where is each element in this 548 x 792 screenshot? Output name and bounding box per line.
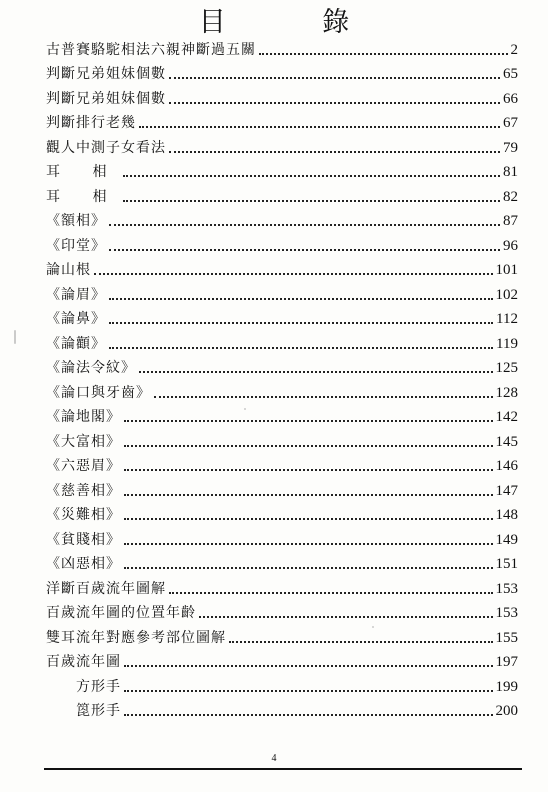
- toc-entry-page: 125: [495, 360, 518, 376]
- toc-entry-page: 67: [503, 115, 518, 131]
- toc-entry-title: 耳 相: [46, 188, 121, 205]
- toc-entry-page: 87: [503, 213, 518, 229]
- toc-entry: [46, 353, 518, 378]
- toc-entry: [46, 524, 518, 549]
- dot-leader: [109, 322, 493, 324]
- table-of-contents: [46, 34, 518, 720]
- toc-entry-page: 79: [503, 139, 518, 156]
- toc-entry-page: 200: [495, 703, 518, 719]
- page-number: 4: [271, 753, 277, 764]
- toc-entry-title: 《論鼻》: [46, 311, 106, 327]
- toc-entry-title: 《貧賤相》: [46, 531, 121, 548]
- dot-leader: [199, 616, 493, 618]
- toc-entry-page: 151: [495, 556, 518, 572]
- toc-entry-title: 箆形手: [76, 703, 121, 719]
- scan-speck: [244, 408, 246, 410]
- dot-leader: [259, 53, 508, 55]
- dot-leader: [109, 249, 500, 251]
- dot-leader: [109, 224, 500, 226]
- toc-entry: [46, 206, 518, 231]
- toc-entry: [46, 475, 518, 500]
- toc-entry: [46, 549, 518, 574]
- dot-leader: [124, 690, 493, 692]
- dot-leader: [169, 77, 500, 79]
- toc-entry-page: 148: [495, 507, 518, 523]
- toc-entry: [46, 647, 518, 672]
- dot-leader: [169, 592, 493, 594]
- toc-entry-page: 147: [495, 482, 518, 499]
- scan-speck: [14, 330, 16, 344]
- toc-entry-title: 判斷兄弟姐妹個數: [46, 66, 166, 82]
- toc-entry-title: 觀人中測子女看法: [46, 139, 166, 156]
- toc-entry: [46, 255, 518, 280]
- toc-entry: [46, 328, 518, 353]
- page-title: 目 錄: [198, 7, 394, 38]
- toc-entry: [46, 83, 518, 108]
- dot-leader: [124, 714, 493, 716]
- dot-leader: [124, 420, 493, 422]
- toc-entry-page: 145: [495, 433, 518, 450]
- toc-entry-page: 142: [495, 409, 518, 425]
- toc-entry: [46, 377, 518, 402]
- toc-entry-title: 《大富相》: [46, 433, 121, 450]
- toc-entry: [46, 59, 518, 84]
- dot-leader: [139, 126, 500, 128]
- toc-entry-page: 199: [495, 678, 518, 695]
- toc-entry-page: 82: [503, 188, 518, 205]
- toc-entry: [46, 132, 518, 157]
- toc-entry-title: 方形手: [76, 678, 121, 695]
- toc-entry-title: 《凶惡相》: [46, 556, 121, 572]
- toc-entry-page: 101: [495, 262, 518, 278]
- toc-entry-page: 65: [503, 66, 518, 82]
- footer-rule: [44, 768, 522, 770]
- toc-entry: [46, 34, 518, 59]
- dot-leader: [124, 469, 493, 471]
- toc-entry-title: 耳 相: [46, 164, 121, 180]
- dot-leader: [109, 347, 493, 349]
- toc-entry-title: 洋斷百歲流年圖解: [46, 580, 166, 597]
- toc-entry-title: 論山根: [46, 262, 91, 278]
- toc-entry-page: 96: [503, 237, 518, 254]
- toc-entry-page: 2: [510, 41, 518, 58]
- toc-entry: [46, 108, 518, 133]
- toc-entry-page: 66: [503, 90, 518, 107]
- dot-leader: [123, 200, 500, 202]
- toc-entry-title: 《論眉》: [46, 286, 106, 303]
- toc-entry-page: 112: [496, 311, 518, 327]
- dot-leader: [94, 273, 493, 275]
- toc-entry: [46, 598, 518, 623]
- dot-leader: [109, 298, 493, 300]
- toc-entry-title: 《論地閣》: [46, 409, 121, 425]
- toc-entry-title: 《論法令紋》: [46, 360, 136, 376]
- toc-entry-title: 古普賽駱駝相法六親神斷過五關: [46, 41, 256, 58]
- toc-entry: [46, 279, 518, 304]
- toc-entry: [46, 451, 518, 476]
- toc-entry: [46, 573, 518, 598]
- dot-leader: [124, 567, 493, 569]
- toc-entry: [46, 426, 518, 451]
- toc-entry-page: 102: [495, 286, 518, 303]
- toc-entry: [46, 500, 518, 525]
- toc-entry-page: 149: [495, 531, 518, 548]
- toc-entry: [46, 622, 518, 647]
- dot-leader: [123, 175, 500, 177]
- toc-entry-title: 判斷兄弟姐妹個數: [46, 90, 166, 107]
- dot-leader: [124, 445, 493, 447]
- toc-entry-title: 雙耳流年對應參考部位圖解: [46, 629, 226, 646]
- toc-entry: [46, 157, 518, 182]
- toc-entry-title: 《六惡眉》: [46, 458, 121, 474]
- toc-entry-page: 153: [495, 580, 518, 597]
- toc-entry-title: 《論顴》: [46, 335, 106, 352]
- dot-leader: [124, 543, 493, 545]
- toc-entry: [46, 230, 518, 255]
- toc-entry-title: 百歲流年圖: [46, 654, 121, 670]
- toc-entry: [46, 696, 518, 721]
- toc-entry-title: 《慈善相》: [46, 482, 121, 499]
- toc-entry-title: 百歲流年圖的位置年齡: [46, 605, 196, 621]
- toc-entry-page: 146: [495, 458, 518, 474]
- toc-entry-page: 119: [496, 335, 518, 352]
- toc-entry-title: 《論口與牙齒》: [46, 384, 151, 401]
- toc-entry: [46, 304, 518, 329]
- toc-entry: [46, 402, 518, 427]
- dot-leader: [139, 371, 493, 373]
- toc-entry-title: 《印堂》: [46, 237, 106, 254]
- toc-entry-page: 155: [495, 629, 518, 646]
- toc-entry-title: 《災難相》: [46, 507, 121, 523]
- toc-entry-title: 《額相》: [46, 213, 106, 229]
- toc-entry: [46, 671, 518, 696]
- dot-leader: [124, 518, 493, 520]
- toc-entry-page: 128: [495, 384, 518, 401]
- toc-entry: [46, 181, 518, 206]
- toc-entry-title: 判斷排行老幾: [46, 115, 136, 131]
- dot-leader: [124, 665, 493, 667]
- toc-entry-page: 197: [495, 654, 518, 670]
- dot-leader: [124, 494, 493, 496]
- dot-leader: [154, 396, 493, 398]
- dot-leader: [229, 641, 493, 643]
- dot-leader: [169, 102, 500, 104]
- toc-entry-page: 153: [495, 605, 518, 621]
- dot-leader: [169, 151, 500, 153]
- toc-entry-page: 81: [503, 164, 518, 180]
- scan-speck: [372, 626, 374, 628]
